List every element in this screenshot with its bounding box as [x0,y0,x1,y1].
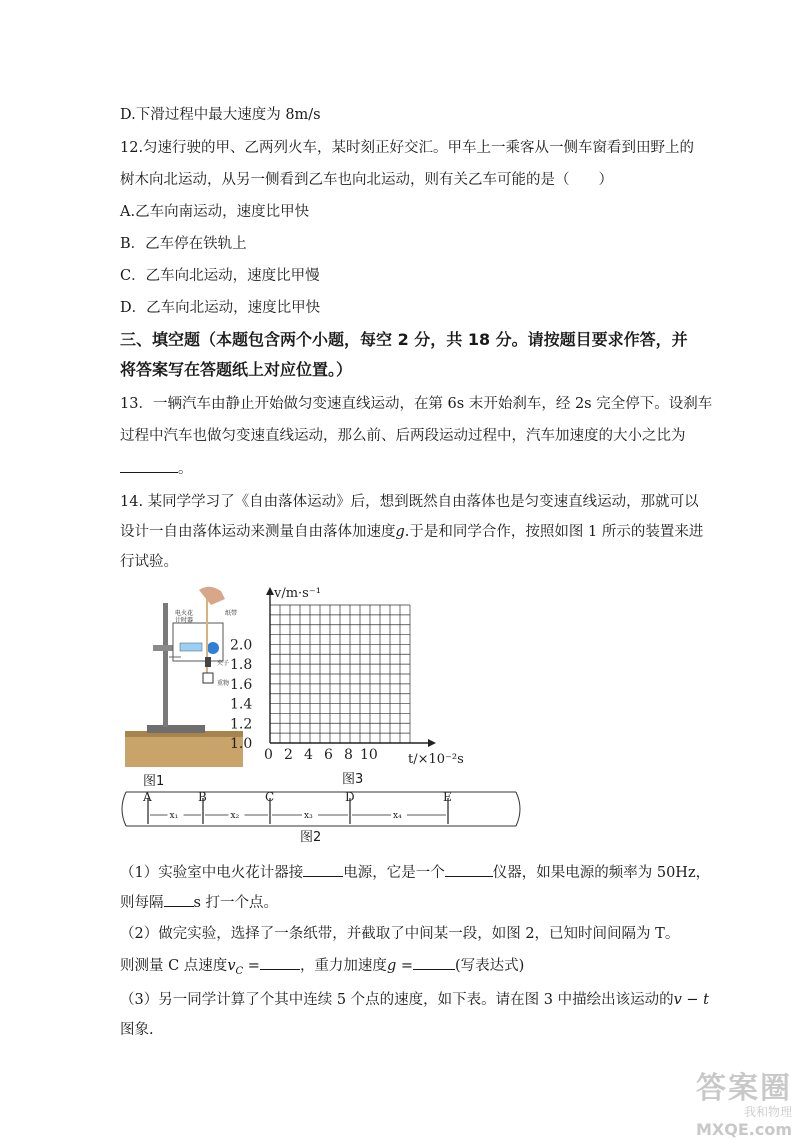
q14-symbol-v-sub: C [235,965,244,977]
fig2-paper-tape [118,784,528,834]
fig3-y-tick-label: 2.0 [230,637,253,654]
fig2-point-label: D [345,790,355,804]
q13-answer-blank [120,458,178,473]
q14-part3-line1 [120,990,709,1010]
fig2-marks [142,790,452,824]
q12-stem-line2: 树木向北运动，从另一侧看到乙车也向北运动，则有关乙车可能的是（ ） [120,172,613,188]
fig1-tag-clip: 夹子 [217,660,230,667]
fig3-x-tick-label: 2 [284,747,293,763]
fig3-gridlines [270,605,410,743]
fig1-tag-timer [175,609,193,624]
q14-part1-blank-power [303,862,343,877]
q14-part1-text-c: 仪器，如果电源的频率为 50Hz， [492,865,711,881]
fig2-segment-label: x₂ [230,811,240,821]
q14-part1-blank-interval [164,892,194,907]
fig1-table [125,735,243,767]
q12-option-b: B．乙车停在铁轨上 [120,236,247,252]
q14-part2-blank-g [413,955,455,970]
fig2-point-label: E [443,790,452,804]
fig3-x-ticks [264,747,378,763]
fig1-timer-box [173,623,223,661]
q13-line1: 13．一辆汽车由静止开始做匀变速直线运动，在第 6s 末开始刹车，经 2s 完全停下。设刹车 [120,396,713,412]
fig3-y-tick-label: 1.8 [230,657,253,674]
fig3-x-tick-label: 10 [360,747,378,763]
fig3-vt-grid [228,585,478,775]
fig1-timer-disc [207,642,219,654]
q14-part2-text-a: 则测量 C 点速度 [120,958,228,974]
q14-part2-eq1: = [243,958,260,974]
q14-part3-text-a: （3）另一同学计算了个其中连续 5 个点的速度，如下表。请在图 3 中描绘出该运动的 [120,992,674,1008]
fig3-y-tick-label: 1.6 [230,676,253,693]
q14-line3: 行试验。 [120,554,178,570]
fig1-weight [203,673,213,683]
q14-line2-text-b: .于是和同学合作，按照如图 1 所示的装置来进 [404,524,704,540]
q14-symbol-g2: g [386,958,397,974]
fig1-timer-slot [180,643,202,651]
q12-option-c: C．乙车向北运动，速度比甲慢 [120,268,320,284]
fig3-x-tick-label: 6 [324,747,333,763]
q11-option-d: D.下滑过程中最大速度为 8m/s [120,107,321,123]
q14-line1: 14. 某同学学习了《自由落体运动》后，想到既然自由落体也是匀变速直线运动，那就可以 [120,494,699,510]
fig1-stand-rod [163,603,168,727]
q13-line2: 过程中汽车也做匀变速直线运动，那么前、后两段运动过程中，汽车加速度的大小之比为 [120,428,686,444]
q14-part1-blank-instrument [445,862,493,877]
q14-line2-text-a: 设计一自由落体运动来测量自由落体加速度 [120,524,396,540]
q14-part1-text-a: （1）实验室中电火花计器接 [120,865,304,881]
q13-end-mark: 。 [178,461,193,477]
q14-part1-text-e: s 打一个点。 [193,895,279,911]
q14-part2-line2 [120,955,524,982]
q14-part3-line2: 图象. [120,1022,154,1038]
fig2-tape-right-edge [516,792,520,826]
q14-part2-text-b: ，重力加速度 [299,958,387,974]
section3-heading-line2: 将答案写在答题纸上对应位置。） [120,360,353,379]
fig1-stand-base [147,725,205,733]
q14-part2-line1: （2）做完实验，选择了一条纸带，并截取了中间某一段，如图 2，已知时间间隔为 T。 [120,926,680,942]
watermark-site: MXQE.com [695,1120,792,1139]
fig3-y-tick-label: 1.4 [230,696,253,713]
fig3-y-arrow [266,587,274,595]
fig2-segment-label: x₃ [304,811,313,821]
q12-stem-line1: 12.匀速行驶的甲、乙两列火车，某时刻正好交汇。甲车上一乘客从一侧车窗看到田野上的 [120,140,695,156]
q14-part2-blank-vc [260,955,300,970]
q12-option-a: A.乙车向南运动，速度比甲快 [120,204,310,220]
q14-symbol-g: g [395,524,405,540]
fig2-point-label: B [198,790,207,804]
watermark [696,1063,792,1139]
fig3-x-arrow [428,739,436,747]
q14-part2-text-c: (写表达式) [455,958,525,974]
fig3-x-tick-label: 4 [304,747,313,763]
q14-line2 [120,522,703,542]
fig3-y-ticks [230,637,252,752]
fig2-tape-left-edge [122,792,126,826]
fig3-y-tick-label: 1.2 [230,716,253,733]
fig1-tag-timer-line: 计时器 [175,617,194,624]
fig2-segment-label: x₁ [169,811,179,821]
fig3-label: 图3 [342,772,364,787]
fig1-hand [199,587,225,605]
q12-option-d: D．乙车向北运动，速度比甲快 [120,300,321,316]
q14-part1-line2 [120,892,278,913]
fig1-tag-tape: 纸带 [225,610,238,617]
fig2-segment-label: x₄ [393,811,402,821]
fig2-point-label: C [265,790,275,804]
q14-symbol-vt: v − t [673,992,709,1008]
watermark-tag: 我和物理 [743,1105,792,1119]
fig3-x-axis-label: t/×10⁻²s [408,752,464,767]
q14-symbol-v: v [227,958,236,974]
q14-part1-line1 [120,862,710,883]
fig1-label: 图1 [143,774,165,789]
q13-answer-line [120,458,193,479]
fig2-point-label: A [143,790,152,804]
q14-part2-eq2: = [396,958,413,974]
fig1-tag-timer-line: 电火花 [175,610,194,617]
fig3-y-axis-label: v/m·s⁻¹ [274,586,321,601]
fig3-y-tick-label: 1.0 [230,736,253,752]
fig1-clip [205,657,211,667]
q14-part1-text-b: 电源，它是一个 [343,865,445,881]
section3-heading-line1: 三、填空题（本题包含两个小题，每空 2 分，共 18 分。请按题目要求作答，并 [120,330,688,349]
watermark-logo: 答案圈 [695,1071,792,1106]
fig3-x-tick-label: 8 [344,747,353,763]
fig2-label: 图2 [300,830,322,845]
fig3-x-tick-label: 0 [264,747,273,763]
q14-part1-text-d: 则每隔 [120,895,164,911]
fig1-apparatus [125,585,245,770]
fig1-tag-weight: 重物 [217,680,230,687]
